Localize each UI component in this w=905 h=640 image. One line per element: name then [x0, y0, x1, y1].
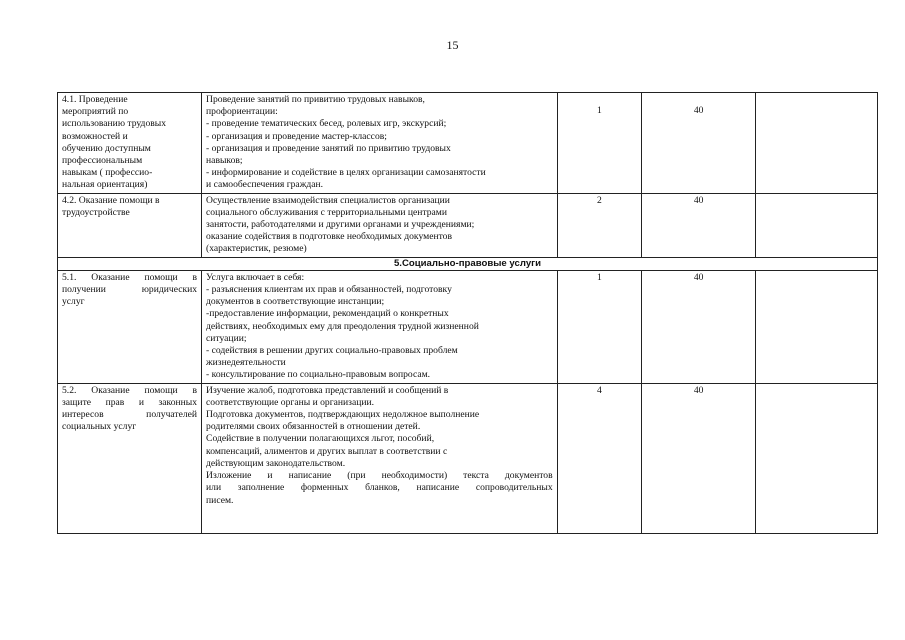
frequency-cell: 1: [557, 93, 642, 194]
description-line: ситуации;: [206, 332, 247, 344]
description-line: - проведение тематических бесед, ролевых игр, экскурсий;: [206, 118, 447, 130]
description-line: - информирование и содействие в целях организации самозанятости: [206, 167, 486, 179]
description-line: писем.: [206, 494, 234, 506]
description-line: жизнедеятельности: [206, 357, 286, 369]
description-line: - организация и проведение мастер-классов;: [206, 130, 387, 142]
service-name-line: использованию трудовых: [62, 118, 167, 130]
service-name-line: возможностей и: [62, 130, 128, 142]
frequency-cell: 1: [557, 270, 642, 383]
description-line: действующим законодательством.: [206, 457, 346, 469]
description-cell: [202, 383, 558, 533]
description-line: - разъяснения клиентам их прав и обязанностей, подготовку: [206, 284, 452, 296]
description-line: профориентации:: [206, 106, 278, 118]
service-name-line: 4.1. Проведение: [62, 94, 128, 105]
description-line: занятости, работодателями и другими органами и учреждениями;: [206, 219, 475, 231]
description-line: Проведение занятий по привитию трудовых навыков,: [206, 94, 425, 105]
duration-cell: 40: [642, 383, 756, 533]
empty-cell: [756, 270, 878, 383]
service-name-cell: [58, 383, 202, 533]
service-name-line: услуг: [62, 296, 85, 308]
section-title: 5.Социально-правовые услуги: [58, 257, 878, 270]
description-line: навыков;: [206, 155, 243, 167]
service-name-line: мероприятий по: [62, 106, 129, 118]
description-line: Изучение жалоб, подготовка представлений и сообщений в: [206, 384, 449, 396]
description-line: родителями своих обязанностей в отношении детей.: [206, 421, 421, 433]
description-line: -предоставление информации, рекомендаций о конкретных: [206, 308, 449, 320]
service-name-line: защите прав и законных: [62, 396, 198, 408]
description-line: Содействие в получении полагающихся льгот, пособий,: [206, 433, 435, 445]
description-line: (характеристик, резюме): [206, 243, 307, 255]
service-name-line: нальная ориентация): [62, 179, 148, 191]
duration-cell: 40: [642, 93, 756, 194]
service-name-line: 5.1. Оказание помощи в: [62, 271, 198, 283]
service-name-cell: [58, 93, 202, 194]
description-line: оказание содействия в подготовке необходимых документов: [206, 231, 452, 243]
description-line: документов в соответствующие инстанции;: [206, 296, 385, 308]
frequency-cell: 4: [557, 383, 642, 533]
service-name-line: профессиональным: [62, 155, 143, 167]
empty-cell: [756, 93, 878, 194]
section-header-row: [58, 257, 878, 270]
description-line: социального обслуживания с территориальными центрами: [206, 206, 448, 218]
description-line: Услуга включает в себя:: [206, 271, 305, 283]
service-name-line: обучению доступным: [62, 142, 151, 154]
description-line: и самообеспечения граждан.: [206, 179, 323, 191]
service-name-line: трудоустройстве: [62, 206, 130, 218]
empty-cell: [756, 383, 878, 533]
services-table-body: [58, 93, 878, 534]
table-row: [58, 193, 878, 257]
service-name-line: получении юридических: [62, 284, 198, 296]
description-line: Изложение и написание (при необходимости) текста документов: [206, 470, 553, 482]
description-line: Осуществление взаимодействия специалистов организации: [206, 194, 450, 206]
service-name-cell: [58, 270, 202, 383]
table-row: [58, 383, 878, 533]
service-name-line: 4.2. Оказание помощи в: [62, 194, 160, 206]
empty-cell: [756, 193, 878, 257]
frequency-cell: 2: [557, 193, 642, 257]
description-line: соответствующие органы и организации.: [206, 396, 375, 408]
description-line: - консультирование по социально-правовым вопросам.: [206, 369, 431, 381]
description-line: - содействия в решении других социально-правовых проблем: [206, 345, 458, 357]
table-row: [58, 93, 878, 194]
description-cell: [202, 93, 558, 194]
duration-cell: 40: [642, 270, 756, 383]
service-name-line: навыкам ( профессио-: [62, 167, 153, 179]
service-name-line: интересов получателей: [62, 409, 198, 421]
description-line: - организация и проведение занятий по привитию трудовых: [206, 142, 451, 154]
description-line: или заполнение форменных бланков, написание сопроводительных: [206, 482, 553, 494]
service-name-line: социальных услуг: [62, 421, 137, 433]
services-table: [57, 92, 878, 534]
table-row: [58, 270, 878, 383]
description-line: Подготовка документов, подтверждающих недолжное выполнение: [206, 409, 480, 421]
description-line: действиях, необходимых ему для преодоления трудной жизненной: [206, 320, 479, 332]
description-line: компенсаций, алиментов и других выплат в соответствии с: [206, 445, 448, 457]
service-name-cell: [58, 193, 202, 257]
description-cell: [202, 270, 558, 383]
service-name-line: 5.2. Оказание помощи в: [62, 384, 198, 396]
page-number: 15: [446, 38, 459, 52]
description-cell: [202, 193, 558, 257]
duration-cell: 40: [642, 193, 756, 257]
